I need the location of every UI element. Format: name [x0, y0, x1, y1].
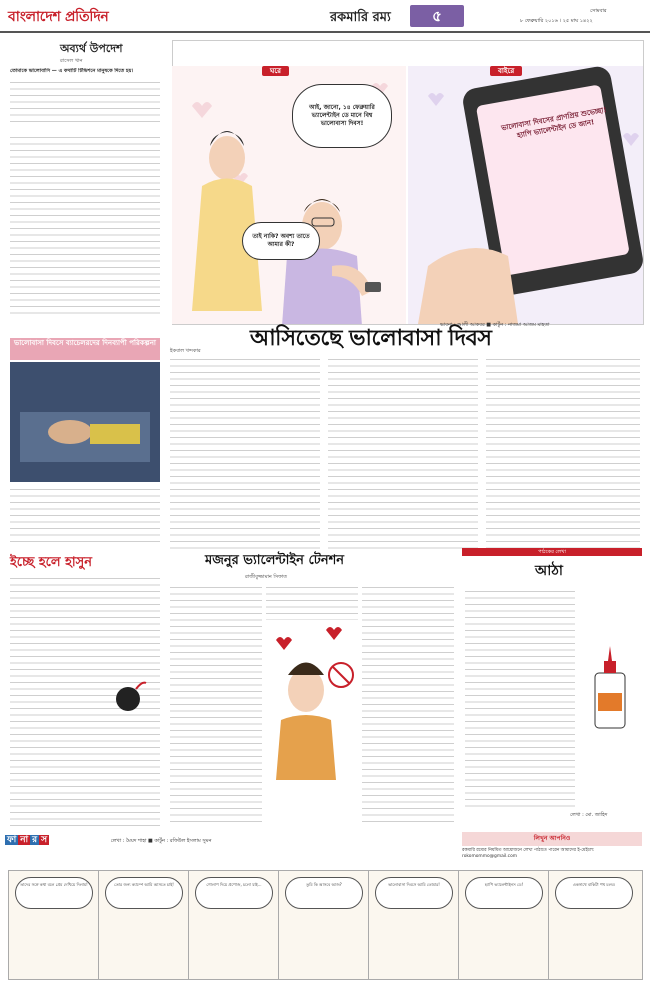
comic-panel	[189, 871, 279, 979]
speech-bubble-woman: তাই নাকি? অবশ্য তাতে আমার কী?	[242, 222, 320, 260]
article-lead-advice	[10, 68, 160, 128]
glue-bottle-icon	[580, 638, 640, 738]
bachelor-plan-banner: ভালোবাসা দিবসে ব্যাচেলরদের দিনব্যাপী পরিকল্পনা	[10, 338, 160, 360]
reader-section-header: পাঠকের লেখা	[462, 548, 642, 556]
comic-bubble: গোলাপ দিয়ে প্রপোজ, চলো যাই...	[195, 877, 273, 909]
comic-panel	[279, 871, 369, 979]
tension-byline: রাজীবুজ্জামান সিফাত	[245, 574, 287, 580]
tag-label-home: ঘরে	[262, 66, 289, 76]
comic-bubble: তুমি কি আসবে আজ?	[285, 877, 363, 909]
page-number-badge: ৫	[410, 5, 464, 27]
tension-col-1	[170, 584, 262, 824]
reader-article-body	[465, 588, 640, 808]
reader-author: লেখা : মো. জাহিদ	[570, 812, 608, 818]
bachelor-photo	[10, 362, 160, 547]
comic-panel	[369, 871, 459, 979]
funaros-header	[5, 834, 455, 848]
lead-text: তোমাকে ভালোবাসি — এ কথাটি টিভিশনে মানুষকে দিতে হয়।	[10, 68, 134, 74]
comic-bubble: তোর জন্য ক্যাম্পে আমি আসতে চাই!	[105, 877, 183, 909]
comic-panel	[549, 871, 642, 979]
funaros-credit: লেখা : মৈয়দ শাহা ■ কার্টুন : রফিউল ইসলাম সুমন	[110, 838, 212, 844]
feature-byline: ইকবাল খন্দকার	[170, 348, 201, 354]
tag-label-outside: বাইরে	[490, 66, 522, 76]
cartoon-credit: ভাবনা : আলী আকবর ■ কার্টুন : নাজমা আজম মাহতা	[440, 322, 550, 328]
reader-article-title: আঠা	[535, 563, 563, 579]
feature-col-1	[170, 356, 320, 551]
header-date: ৮ ফেব্রুয়ারি ২০১৬ । ২৫ মাঘ ১৪২২	[520, 18, 593, 24]
jokes-body	[10, 575, 160, 830]
write-for-us-note: রকমারি রম্যের নিয়মিত আয়োজনে লেখা পাঠাতে পারেন আমাদের ই-মেইলে: rokomommo@gmail.com	[462, 848, 595, 859]
worried-man-illustration	[266, 620, 358, 820]
reader-text-col	[465, 588, 575, 808]
feature-col-3	[486, 356, 640, 551]
comic-panel	[459, 871, 549, 979]
comic-bubble: ভালোবাসা দিবসে আমি তোমার!	[375, 877, 453, 909]
funaros-letter-fa: ফা	[7, 835, 17, 845]
article-title-advice: অব্যর্থ উপদেশ	[60, 42, 123, 55]
comic-bubble: একসাথে বাকিটা পথ চলব।	[555, 877, 633, 909]
article-byline-advice: রাসেল খান	[60, 58, 83, 64]
write-for-us-band: লিখুন আপনিও	[462, 832, 642, 846]
tension-headline: মজনুর ভ্যালেন্টাইন টেনশন	[205, 553, 345, 568]
feature-headline: আসিতেছে ভালোবাসা দিবস	[250, 326, 492, 351]
speech-bubble-man: আই, জানো, ১৪ ফেব্রুয়ারি ভ্যালেন্টাইন ডে মানে বিশ্ব ভালোবাসা দিবস!	[292, 84, 392, 148]
comic-bubble: তাদের সঙ্গে কথা বলে প্রেম দেখিয়ে দিলাম!	[15, 877, 93, 909]
jokes-title: ইচ্ছে হলে হাসুন	[10, 555, 93, 570]
bomb-icon	[110, 675, 150, 715]
comic-panel	[9, 871, 99, 979]
section-title: রকমারি রম্য	[330, 10, 391, 25]
lead-text-block	[10, 79, 160, 123]
header-day: সোমবার	[590, 8, 607, 14]
cartoon-tag-outside	[490, 67, 522, 76]
cartoon-panel-outside	[408, 66, 643, 324]
funaros-letter-na: না	[20, 835, 29, 845]
funaros-letter-ro: র	[32, 835, 38, 845]
article-body-advice	[10, 134, 160, 314]
newspaper-logo: বাংলাদেশ প্রতিদিন	[8, 9, 109, 25]
phone-illustration	[408, 66, 643, 324]
feature-col-2	[328, 356, 478, 551]
comic-panel	[99, 871, 189, 979]
header-rule	[0, 31, 650, 33]
tension-col-3	[362, 584, 454, 824]
bachelor-caption-text	[10, 486, 160, 546]
comic-bubble: হ্যাপি ভ্যালেন্টাইনস ডে!	[465, 877, 543, 909]
feature-body	[170, 356, 640, 551]
funaros-letter-so: স	[41, 835, 48, 845]
tension-illustration	[266, 620, 358, 820]
comic-strip	[8, 870, 643, 980]
tension-col-2	[266, 584, 358, 620]
cartoon-tag-home	[262, 67, 289, 76]
phone-screen-message: ভালোবাসা দিবসের প্রাণপ্রিয় শুভেচ্ছা! হ্যাপি ভ্যালেন্টাইন ডে জান!	[500, 105, 608, 140]
